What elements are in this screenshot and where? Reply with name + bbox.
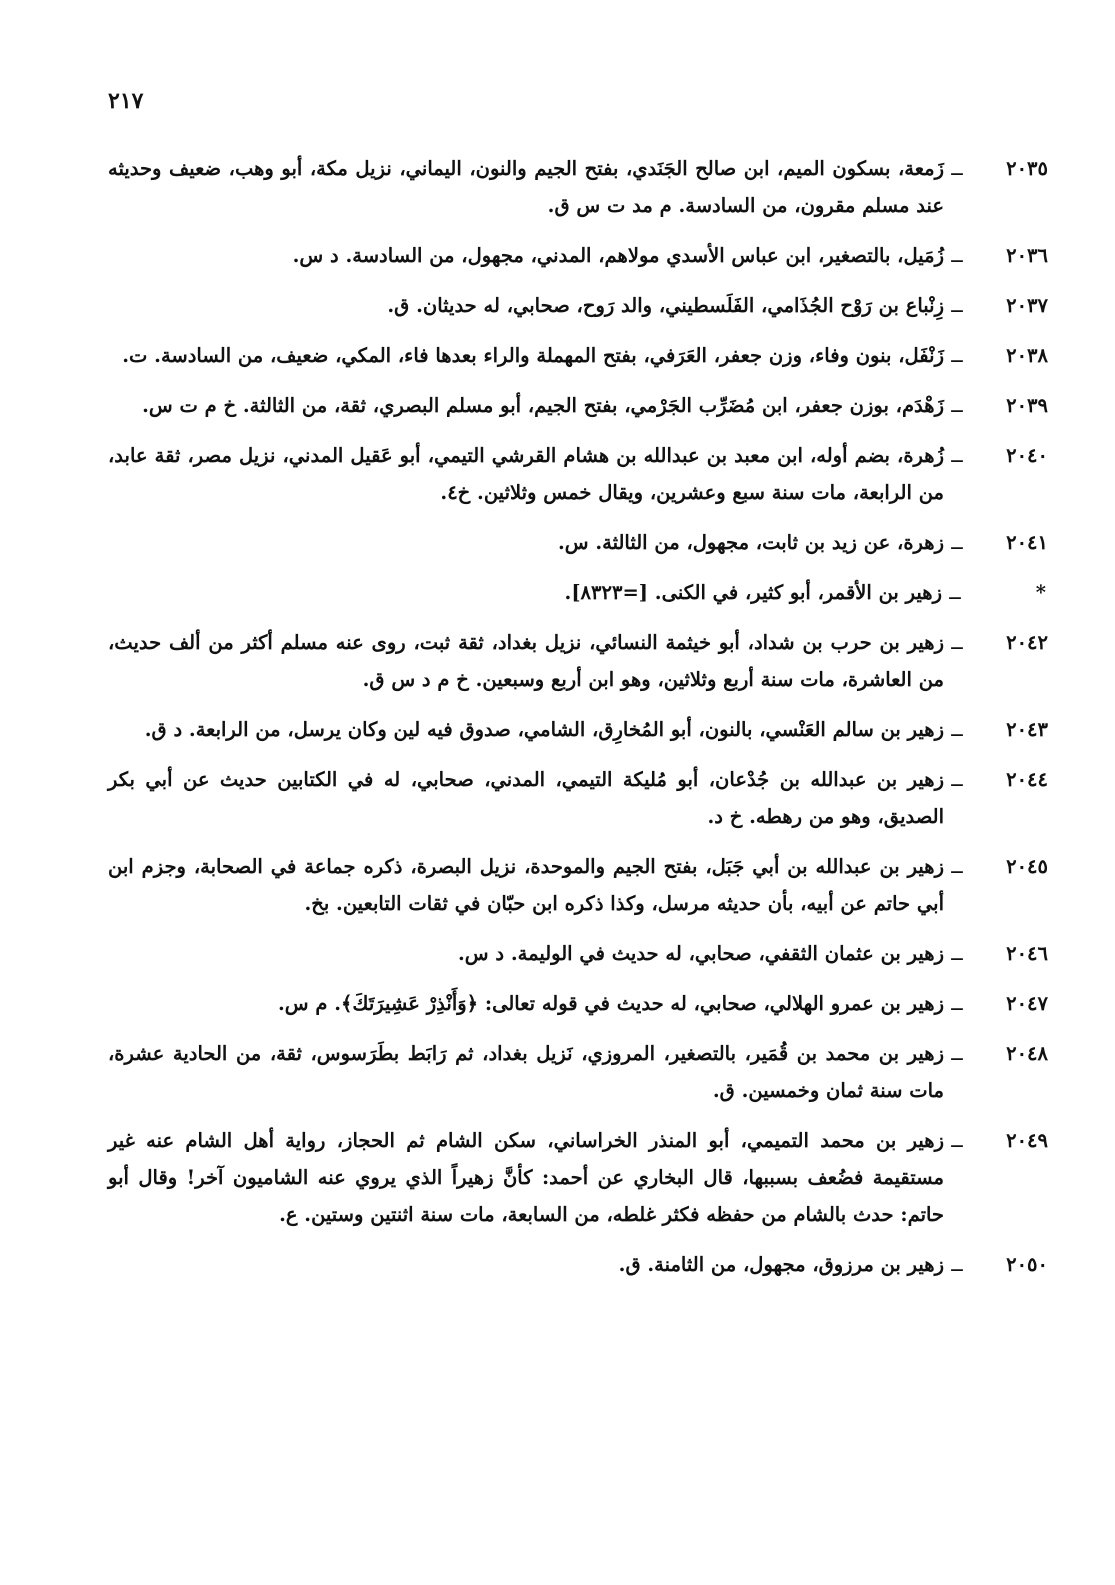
entry-text: زهير بن عمرو الهلالي، صحابي، له حديث في قوله تعالى: ﴿وَأَنْذِرْ عَشِيرَتَكَ﴾. م س. <box>277 992 944 1015</box>
entry-text: زهير بن مرزوق، مجهول، من الثامنة. ق. <box>618 1253 944 1276</box>
entry-number: ٢٠٤٧ <box>1006 992 1048 1015</box>
entry-text: زهير بن محمد التميمي، أبو المنذر الخراساني، سكن الشام ثم الحجاز، رواية أهل الشام عنه غير مستقيمة فضُعف بسببها، قال البخاري عن أحمد: كأنَّ زهيراً الذي يروي عنه الشاميون آخر! وقال أبو حاتم: حدث بالشام من حفظه فكثر غلطه، من السابعة، مات سنة اثنتين وستين. ع. <box>108 1129 944 1226</box>
entry-number: ٢٠٤٢ <box>1006 631 1048 654</box>
entry-dash: ــ <box>951 631 963 654</box>
entry-2048 <box>108 1035 1048 1109</box>
entry-number: ٢٠٣٦ <box>1006 244 1048 267</box>
entry-2039 <box>108 387 1048 424</box>
entry-dash: ــ <box>951 531 963 554</box>
entry-dash: ــ <box>951 344 963 367</box>
entry-2036 <box>108 237 1048 274</box>
entry-text: زَهْدَم، بوزن جعفر، ابن مُضَرِّب الجَرْمي، بفتح الجيم، أبو مسلم البصري، ثقة، من الثالثة. خ م ت س. <box>142 394 944 417</box>
entry-2046 <box>108 935 1048 972</box>
entry-number: ٢٠٤٠ <box>1006 444 1048 467</box>
entry-2044 <box>108 761 1048 835</box>
entry-number: ٢٠٥٠ <box>1006 1253 1048 1276</box>
entry-2045 <box>108 848 1048 922</box>
entry-dash: ــ <box>949 581 961 604</box>
entry-2042 <box>108 624 1048 698</box>
entry-2038 <box>108 337 1048 374</box>
entry-text: زهير بن عثمان الثقفي، صحابي، له حديث في الوليمة. د س. <box>457 942 944 965</box>
entry-dash: ــ <box>951 942 963 965</box>
entry-2049 <box>108 1122 1048 1233</box>
entry-number: ٢٠٣٨ <box>1006 344 1048 367</box>
entry-dash: ــ <box>951 1129 963 1152</box>
entry-2040 <box>108 437 1048 511</box>
entry-number: ٢٠٤٨ <box>1006 1042 1048 1065</box>
entry-text: زهير بن عبدالله بن جُدْعان، أبو مُليكة التيمي، المدني، صحابي، له في الكتابين حديث عن أبي بكر الصديق، وهو من رهطه. خ د. <box>108 768 944 828</box>
entry-dash: ــ <box>951 157 963 180</box>
entry-dash: ــ <box>951 1253 963 1276</box>
entry-number: ٢٠٤٩ <box>1006 1129 1048 1152</box>
entry-number: ٢٠٤٥ <box>1006 855 1048 878</box>
entry-2041 <box>108 524 1048 561</box>
entry-text: زهير بن حرب بن شداد، أبو خيثمة النسائي، نزيل بغداد، ثقة ثبت، روى عنه مسلم أكثر من ألف حديث، من العاشرة، مات سنة أربع وثلاثين، وهو ابن أربع وسبعين. خ م د س ق. <box>108 631 944 691</box>
entry-text: زَمعة، بسكون الميم، ابن صالح الجَنَدي، بفتح الجيم والنون، اليماني، نزيل مكة، أبو وهب، ضعيف وحديثه عند مسلم مقرون، من السادسة. م مد ت س ق. <box>108 157 944 217</box>
entry-dash: ــ <box>951 718 963 741</box>
entry-text: زهير بن الأقمر، أبو كثير، في الكنى. [=٨٣٢٣]. <box>564 581 942 604</box>
entry-number: ٢٠٣٩ <box>1006 394 1048 417</box>
entry-number: ٢٠٤٦ <box>1006 942 1048 965</box>
entry-text: زُمَيل، بالتصغير، ابن عباس الأسدي مولاهم، المدني، مجهول، من السادسة. د س. <box>292 244 944 267</box>
entry-cross-reference <box>108 574 1048 611</box>
entry-2037 <box>108 287 1048 324</box>
entry-2035 <box>108 150 1048 224</box>
entry-text: زِنْباع بن رَوْح الجُذَامي، الفَلَسطيني، والد رَوح، صحابي، له حديثان. ق. <box>387 294 944 317</box>
entry-dash: ــ <box>951 444 963 467</box>
entry-number: ٢٠٤٤ <box>1006 768 1048 791</box>
entry-star-marker: * <box>1035 581 1046 604</box>
entry-dash: ــ <box>951 855 963 878</box>
entry-text: زهير بن محمد بن قُمَير، بالتصغير، المروزي، نَزيل بغداد، ثم رَابَط بطَرَسوس، ثقة، من الحادية عشرة، مات سنة ثمان وخمسين. ق. <box>108 1042 944 1102</box>
entry-number: ٢٠٣٧ <box>1006 294 1048 317</box>
entry-dash: ــ <box>951 294 963 317</box>
entry-2043 <box>108 711 1048 748</box>
entry-text: زهير بن سالم العَنْسي، بالنون، أبو المُخارِق، الشامي، صدوق فيه لين وكان يرسل، من الرابعة. د ق. <box>144 718 944 741</box>
page-number: ٢١٧ <box>108 88 144 114</box>
entry-number: ٢٠٤٣ <box>1006 718 1048 741</box>
entry-text: زُهرة، بضم أوله، ابن معبد بن عبدالله بن هشام القرشي التيمي، أبو عَقيل المدني، نزيل مصر، ثقة عابد، من الرابعة، مات سنة سبع وعشرين، ويقال خمس وثلاثين. خ٤. <box>108 444 944 504</box>
entry-2047 <box>108 985 1048 1022</box>
entry-dash: ــ <box>951 992 963 1015</box>
entry-number: ٢٠٤١ <box>1006 531 1048 554</box>
entry-dash: ــ <box>951 768 963 791</box>
entry-text: زهرة، عن زيد بن ثابت، مجهول، من الثالثة. س. <box>557 531 944 554</box>
entry-number: ٢٠٣٥ <box>1006 157 1048 180</box>
entry-dash: ــ <box>951 1042 963 1065</box>
entry-text: زَنْفَل، بنون وفاء، وزن جعفر، العَرَفي، بفتح المهملة والراء بعدها فاء، المكي، ضعيف، من السادسة. ت. <box>122 344 944 367</box>
entry-text: زهير بن عبدالله بن أبي جَبَل، بفتح الجيم والموحدة، نزيل البصرة، ذكره جماعة في الصحابة، وجزم ابن أبي حاتم عن أبيه، بأن حديثه مرسل، وكذا ذكره ابن حبّان في ثقات التابعين. بخ. <box>108 855 944 915</box>
entry-2050 <box>108 1246 1048 1283</box>
entry-dash: ــ <box>951 394 963 417</box>
entry-dash: ــ <box>951 244 963 267</box>
entry-list <box>108 150 1048 1296</box>
